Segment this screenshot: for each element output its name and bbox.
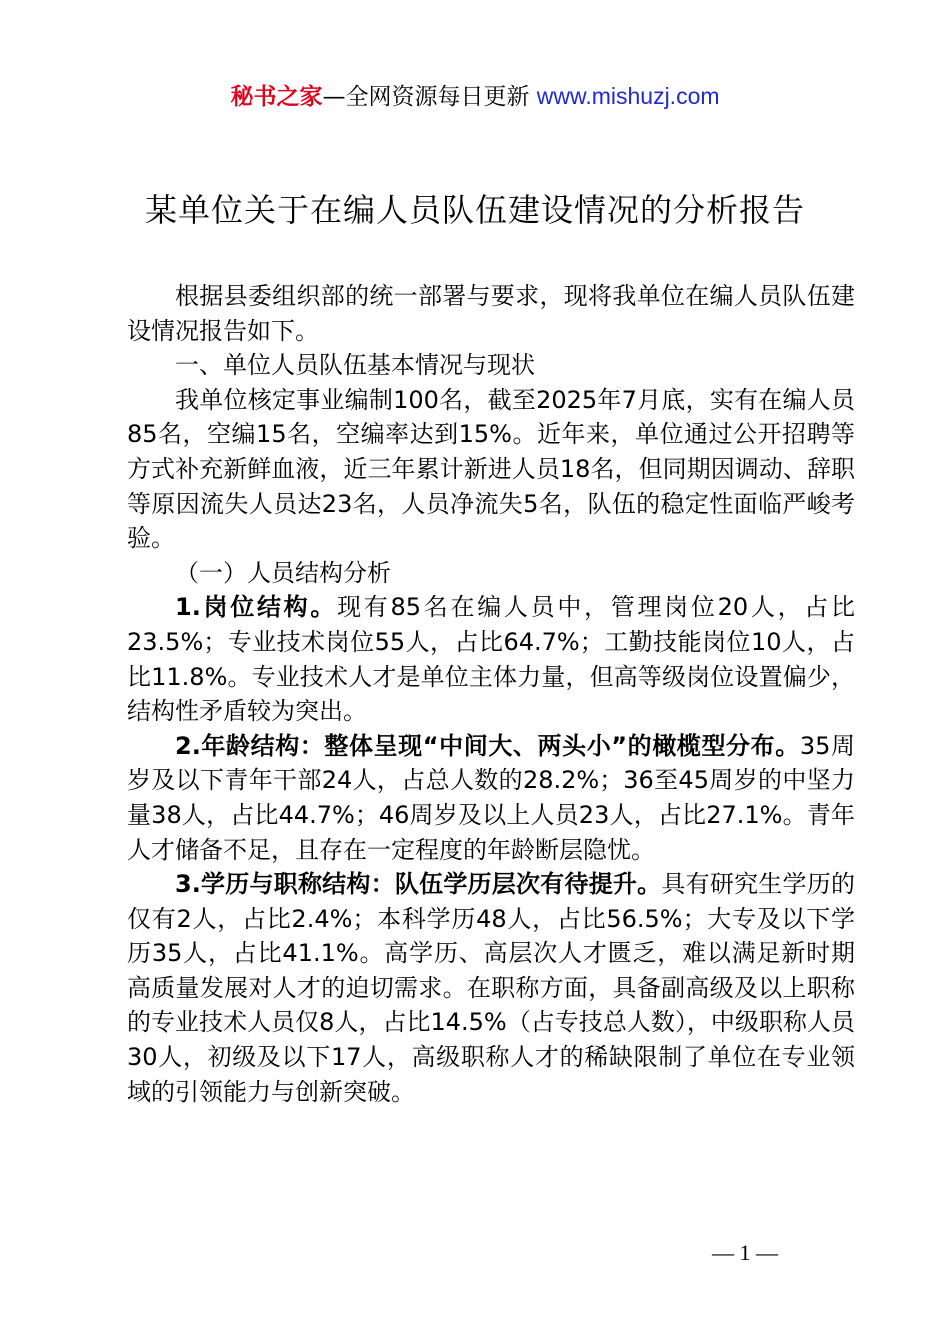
intro-paragraph: 根据县委组织部的统一部署与要求，现将我单位在编人员队伍建设情况报告如下。 — [127, 282, 855, 345]
site-tagline: —全网资源每日更新 — [322, 84, 537, 110]
item-paragraph-3 — [127, 867, 855, 1109]
item-text: 现有85名在编人员中，管理岗位20人，占比23.5%；专业技术岗位55人，占比64.7%；工勤技能岗位10人，占比11.8%。专业技术人才是单位主体力量，但高等级岗位设置偏少，结构性矛盾较为突出。 — [127, 593, 855, 726]
subsection-heading: （一）人员结构分析 — [175, 558, 391, 587]
site-brand: 秘书之家 — [230, 84, 323, 110]
item-paragraph-1 — [127, 590, 855, 728]
item-text: 具有研究生学历的仅有2人，占比2.4%；本科学历48人，占比56.5%；大专及以下学历35人，占比41.1%。高学历、高层次人才匮乏，难以满足新时期高质量发展对人才的迫切需求。在职称方面，具备副高级及以上职称的专业技术人员仅8人，占比14.5%（占专技总人数），中级职称人员30人，初级及以下17人，高级职称人才的稀缺限制了单位在专业领域的引领能力与创新突破。 — [127, 870, 855, 1106]
item-lead: 1.岗位结构。 — [175, 593, 338, 622]
site-banner — [0, 80, 950, 113]
item-lead: 2.年龄结构：整体呈现“中间大、两头小”的橄榄型分布。 — [175, 731, 800, 760]
document-body — [127, 279, 855, 1109]
site-url-link[interactable]: www.mishuzj.com — [536, 83, 720, 109]
item-lead: 3.学历与职称结构：队伍学历层次有待提升。 — [175, 870, 662, 899]
section-heading: 一、单位人员队伍基本情况与现状 — [175, 351, 535, 380]
item-paragraph-2 — [127, 729, 855, 867]
page-number: — 1 — — [712, 1240, 778, 1265]
body-paragraph: 我单位核定事业编制100名，截至2025年7月底，实有在编人员85名，空编15名，空编率达到15%。近年来，单位通过公开招聘等方式补充新鲜血液，近三年累计新进人员18名，但同期因调动、辞职等原因流失人员达23名，人员净流失5名，队伍的稳定性面临严峻考验。 — [127, 385, 855, 553]
item-text: 35周岁及以下青年干部24人，占总人数的28.2%；36至45周岁的中坚力量38人，占比44.7%；46周岁及以上人员23人，占比27.1%。青年人才储备不足，且存在一定程度的年龄断层隐忧。 — [127, 731, 855, 864]
document-title: 某单位关于在编人员队伍建设情况的分析报告 — [144, 191, 805, 229]
